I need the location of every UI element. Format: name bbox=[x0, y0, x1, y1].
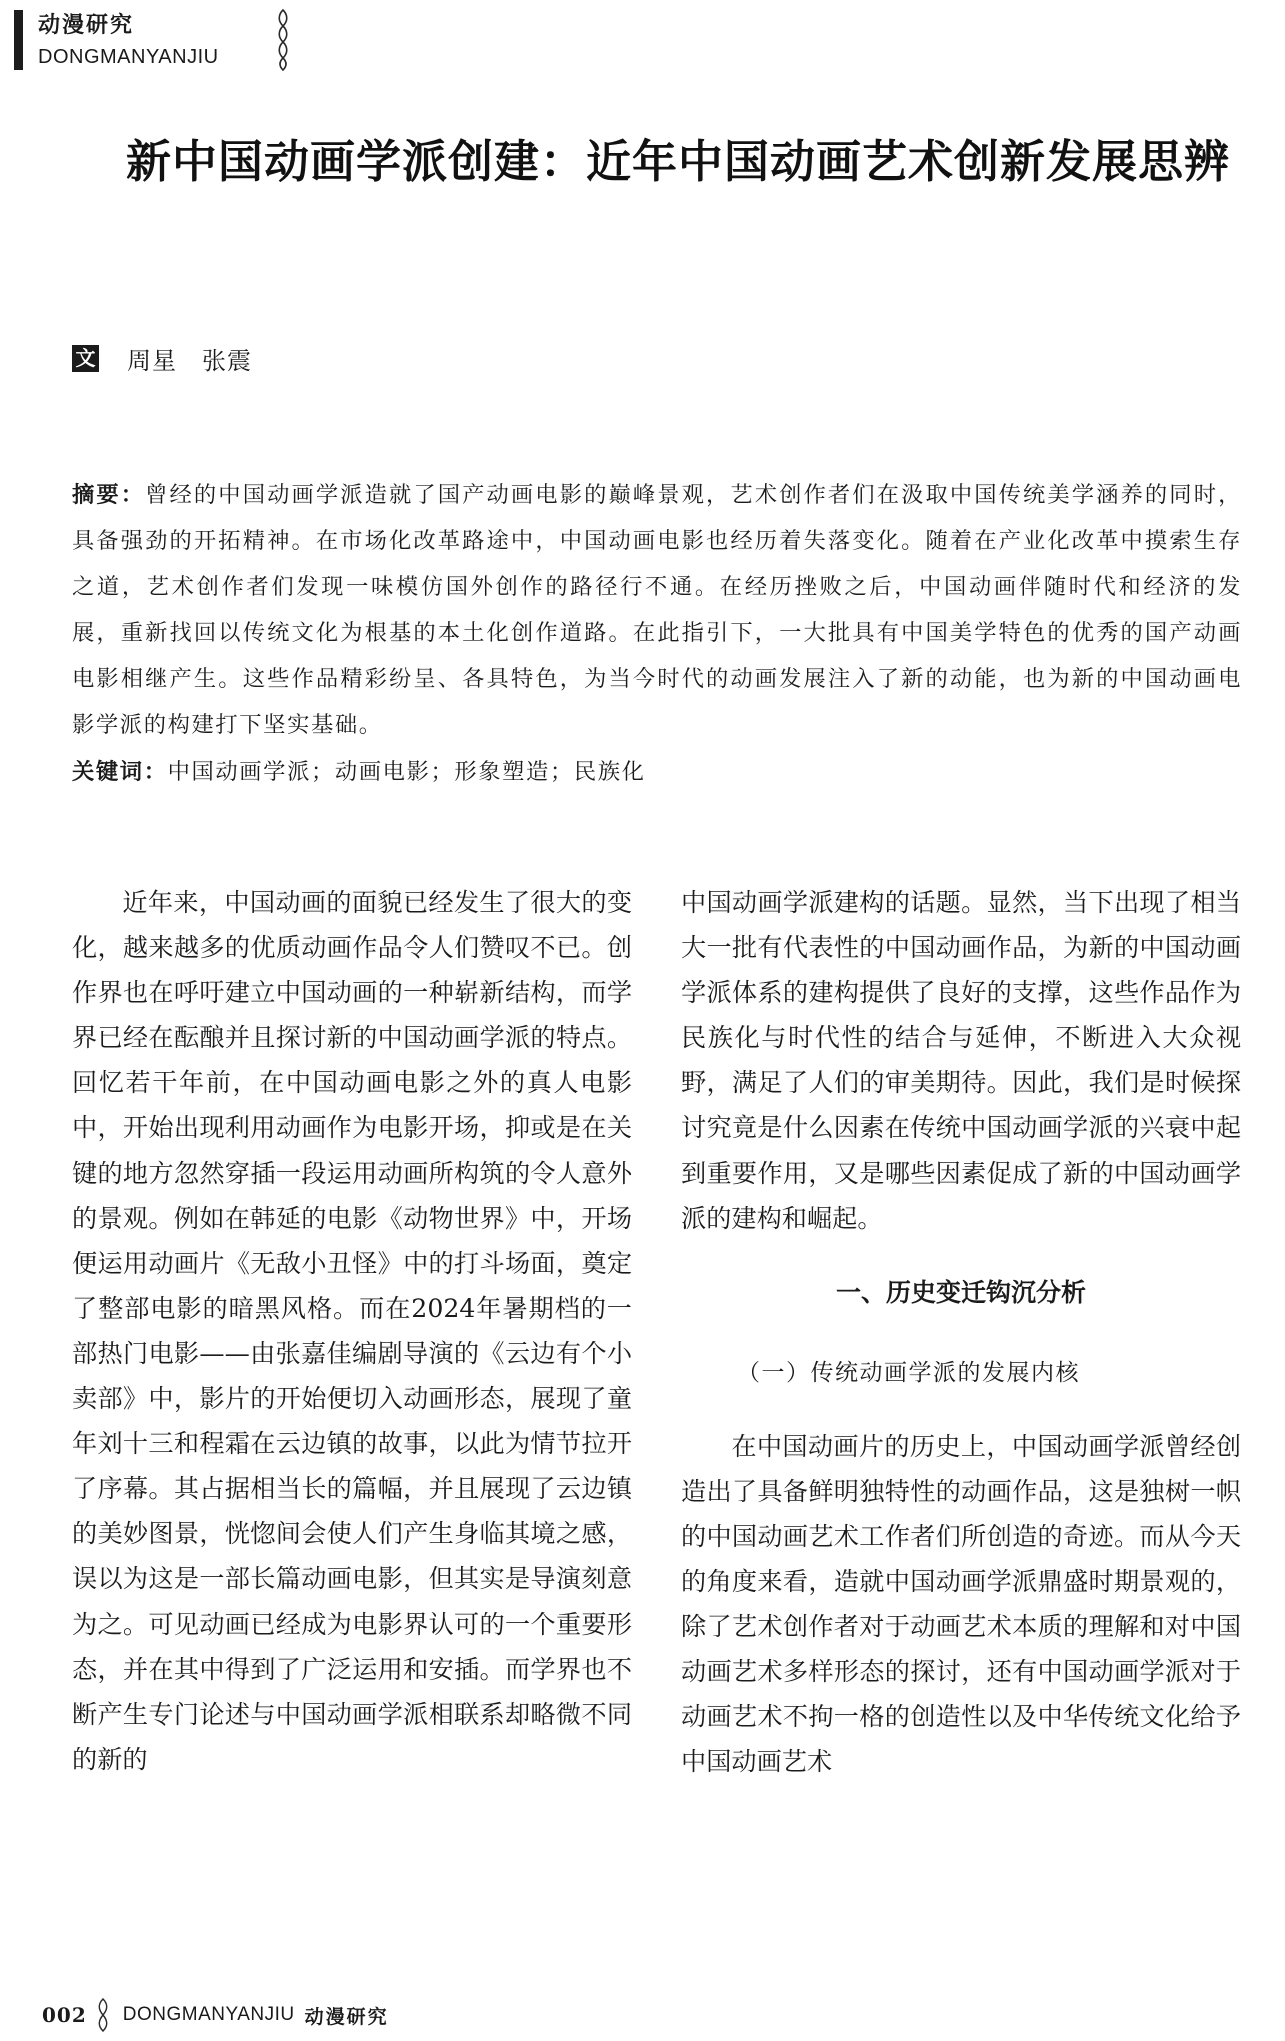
keywords-text: 中国动画学派；动画电影；形象塑造；民族化 bbox=[167, 759, 646, 785]
section-heading: 一、历史变迁钩沉分析 bbox=[835, 1277, 1086, 1307]
page-number: 002 bbox=[42, 2003, 87, 2027]
page-footer bbox=[42, 1997, 389, 2033]
abstract-label: 摘要： bbox=[72, 482, 146, 508]
abstract-text: 曾经的中国动画学派造就了国产动画电影的巅峰景观，艺术创作者们在汲取中国传统美学涵养的同时，具备强劲的开拓精神。在市场化改革路途中，中国动画电影也经历着失落变化。随着在产业化改革中摸索生存之道，艺术创作者们发现一味模仿国外创作的路径行不通。在经历挫败之后，中国动画伴随时代和经济的发展，重新找回以传统文化为根基的本土化创作道路。在此指引下，一大批具有中国美学特色的优秀的国产动画电影相继产生。这些作品精彩纷呈、各具特色，为当今时代的动画发展注入了新的动能，也为新的中国动画电影学派的构建打下坚实基础。 bbox=[72, 482, 1242, 738]
article-title: 新中国动画学派创建：近年中国动画艺术创新发展思辨 bbox=[126, 135, 1231, 188]
author-names: 周星 张震 bbox=[127, 346, 252, 375]
header-accent-bar bbox=[14, 10, 23, 70]
author-label-badge: 文 bbox=[72, 345, 99, 372]
keywords bbox=[72, 749, 1242, 795]
author-line bbox=[72, 338, 252, 378]
footer-ornament-icon bbox=[97, 1998, 109, 2032]
journal-name-cn: 动漫研究 bbox=[38, 13, 135, 38]
journal-name-en: DONGMANYANJIU bbox=[38, 46, 219, 68]
body-paragraph: 近年来，中国动画的面貌已经发生了很大的变化，越来越多的优质动画作品令人们赞叹不已。创作界也在呼吁建立中国动画的一种崭新结构，而学界已经在酝酿并且探讨新的中国动画学派的特点。回忆若干年前，在中国动画电影之外的真人电影中，开始出现利用动画作为电影开场，抑或是在关键的地方忽然穿插一段运用动画所构筑的令人意外的景观。例如在韩延的电影《动物世界》中，开场便运用动画片《无敌小丑怪》中的打斗场面，奠定了整部电影的暗黑风格。而在2024年暑期档的一部热门电影——由张嘉佳编剧导演的《云边有个小卖部》中，影片的开始便切入动画形态，展现了童年刘十三和程霜在云边镇的故事，以此为情节拉开了序幕。其占据相当长的篇幅，并且展现了云边镇的美妙图景，恍惚间会使人们产生身临其境之感，误以为这是一部长篇动画电影，但其实是导演刻意为之。可见动画已经成为电影界认可的一个重要形态，并在其中得到了广泛运用和安插。而学界也不断产生专门论述与中国动画学派相联系却略微不同的新的 bbox=[72, 888, 632, 1774]
subsection-heading: （一）传统动画学派的发展内核 bbox=[737, 1359, 1080, 1386]
body-column-left bbox=[72, 880, 632, 1782]
header-ornament-icon bbox=[276, 8, 290, 72]
abstract bbox=[72, 472, 1242, 748]
body-column-right bbox=[681, 880, 1241, 1785]
body-paragraph: 在中国动画片的历史上，中国动画学派曾经创造出了具备鲜明独特性的动画作品，这是独树一帜的中国动画艺术工作者们所创造的奇迹。而从今天的角度来看，造就中国动画学派鼎盛时期景观的，除了艺术创作者对于动画艺术本质的理解和对中国动画艺术多样形态的探讨，还有中国动画学派对于动画艺术不拘一格的创造性以及中华传统文化给予中国动画艺术 bbox=[681, 1431, 1241, 1777]
footer-journal-cn: 动漫研究 bbox=[304, 2005, 389, 2028]
body-paragraph: 中国动画学派建构的话题。显然，当下出现了相当大一批有代表性的中国动画作品，为新的中国动画学派体系的建构提供了良好的支撑，这些作品作为民族化与时代性的结合与延伸，不断进入大众视野，满足了人们的审美期待。因此，我们是时候探讨究竟是什么因素在传统中国动画学派的兴衰中起到重要作用，又是哪些因素促成了新的中国动画学派的建构和崛起。 bbox=[681, 888, 1241, 1233]
keywords-label: 关键词： bbox=[72, 759, 168, 785]
footer-journal-en: DONGMANYANJIU bbox=[122, 2004, 295, 2025]
